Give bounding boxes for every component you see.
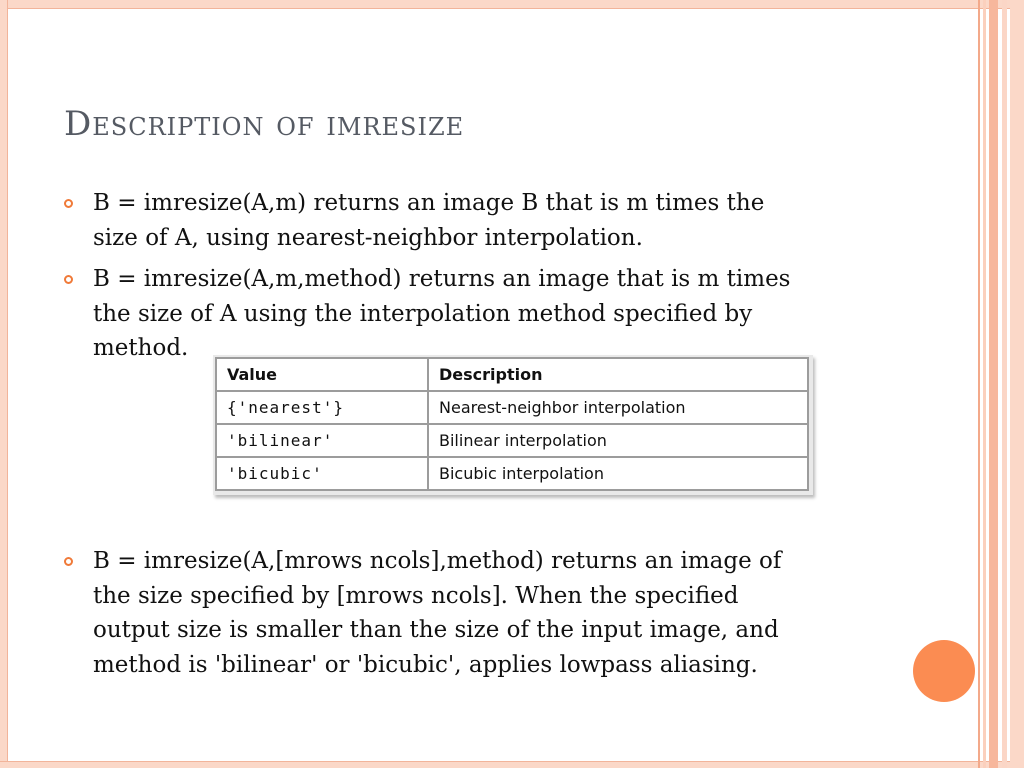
table-cell-value: 'bicubic' (216, 457, 428, 490)
right-stripes-decoration (978, 0, 1024, 768)
slide-title: Description of imresize (64, 104, 465, 144)
bullet-circle-icon (64, 199, 73, 208)
stripe (1010, 0, 1024, 768)
bullet-circle-icon (64, 275, 73, 284)
column-header-description: Description (428, 358, 808, 391)
table-header-row (216, 358, 808, 391)
bullet-text: B = imresize(A,m,method) returns an image that is m times the size of A using the interpolation method specified by method. (93, 266, 791, 361)
stripe (978, 0, 980, 768)
table-cell-description: Bilinear interpolation (428, 424, 808, 457)
stripe (989, 0, 998, 768)
bullet-circle-icon (64, 557, 73, 566)
decorative-orange-circle (913, 640, 975, 702)
bullet-text: B = imresize(A,[mrows ncols],method) returns an image of the size specified by [mrows ncols]. When the specified output size is smaller than the size of the input image, and method is 'bilinear' or 'bicubic', applies lowpass aliasing. (93, 548, 782, 678)
stripe (983, 0, 986, 768)
table-cell-description: Bicubic interpolation (428, 457, 808, 490)
top-border (0, 0, 1024, 9)
table-row (216, 424, 808, 457)
interpolation-table-image (213, 355, 813, 495)
table-row (216, 457, 808, 490)
table-row (216, 391, 808, 424)
left-border (0, 0, 8, 768)
table-cell-description: Nearest-neighbor interpolation (428, 391, 808, 424)
table-cell-value: 'bilinear' (216, 424, 428, 457)
interpolation-table (215, 357, 809, 491)
bottom-border (0, 761, 1024, 768)
table-cell-value: {'nearest'} (216, 391, 428, 424)
column-header-value: Value (216, 358, 428, 391)
stripe (1002, 0, 1007, 768)
bullet-text: B = imresize(A,m) returns an image B that is m times the size of A, using nearest-neighbor interpolation. (93, 190, 765, 251)
